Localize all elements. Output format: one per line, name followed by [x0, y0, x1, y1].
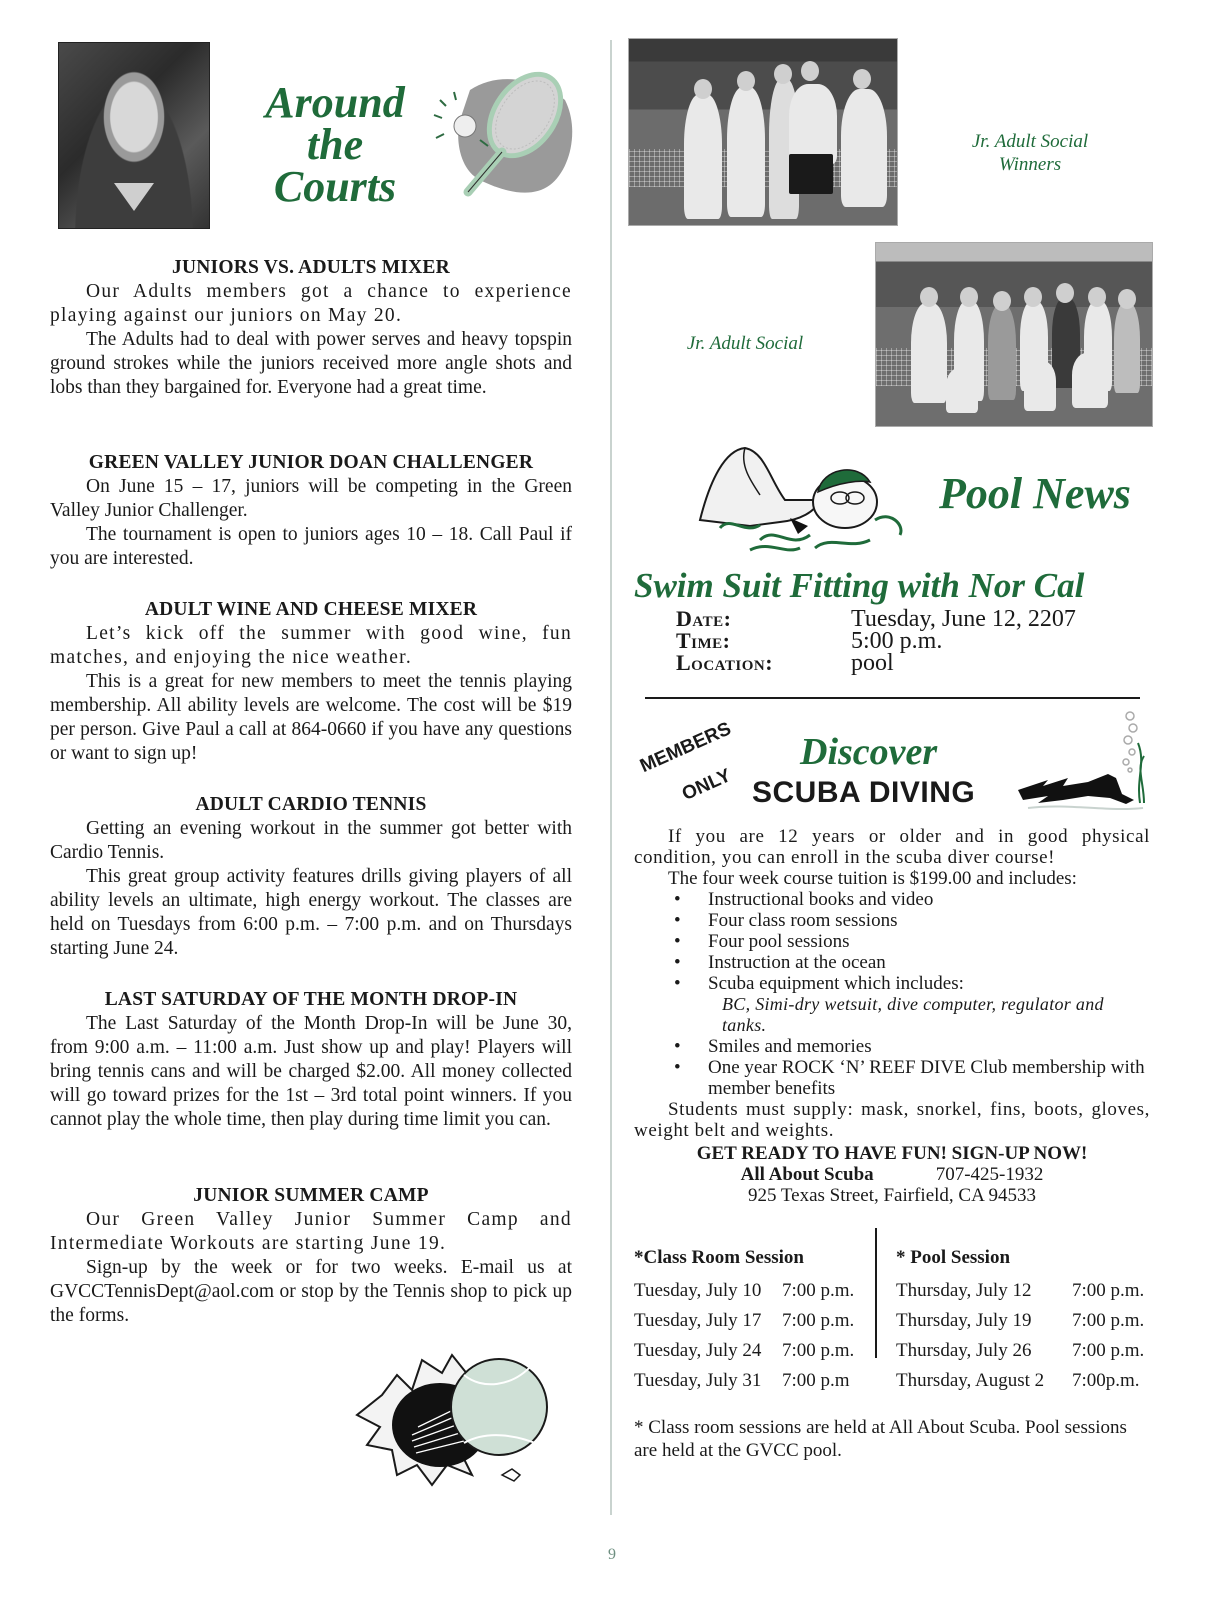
swimmer-icon [690, 440, 920, 560]
list-item [634, 910, 1150, 931]
session-date: Tuesday, July 17 [634, 1310, 762, 1331]
person [841, 89, 887, 207]
article-cardio-tennis [50, 793, 572, 961]
caption-line: Jr. Adult Social [686, 333, 804, 354]
detail-row-time [676, 630, 1146, 652]
person-head [993, 291, 1011, 311]
session-date: Thursday, August 2 [896, 1370, 1045, 1391]
section-title-around-the-courts [240, 78, 430, 211]
session-date: Thursday, July 26 [896, 1340, 1032, 1361]
list-item-text: Instructional books and video [708, 889, 934, 910]
article-doan-challenger [50, 451, 572, 571]
caption-line: Winners [998, 154, 1062, 175]
discover-title: Discover [800, 731, 938, 773]
session-date: Tuesday, July 10 [634, 1280, 762, 1301]
tennis-racket-icon [430, 60, 580, 210]
contact-name: All About Scuba [740, 1164, 874, 1185]
bullet-icon: • [674, 1036, 681, 1057]
person-head [1088, 287, 1106, 307]
person-head [774, 64, 792, 84]
bullet-icon: • [674, 952, 681, 973]
scuba-tuition: The four week course tuition is $199.00 and includes: [668, 868, 1077, 889]
article-paragraph: On June 15 – 17, juniors will be competing in the Green Valley Junior Challenger. [50, 476, 572, 521]
list-item [634, 973, 1150, 1036]
session-time: 7:00 p.m [782, 1370, 850, 1391]
session-date: Tuesday, July 24 [634, 1340, 762, 1361]
list-item [634, 1036, 1150, 1057]
list-item [634, 889, 1150, 910]
schedule-row [896, 1306, 1154, 1336]
title-line: Around [265, 78, 405, 127]
article-saturday-drop-in [50, 988, 572, 1132]
person [727, 87, 765, 217]
bullet-icon: • [674, 973, 681, 994]
person-kneeling [1072, 353, 1108, 408]
article-paragraph: Getting an evening workout in the summer got better with Cardio Tennis. [50, 818, 572, 863]
scuba-diver-icon [1018, 708, 1148, 810]
list-item [634, 952, 1150, 973]
title-line: Courts [273, 162, 397, 211]
signup-call-to-action: GET READY TO HAVE FUN! SIGN-UP NOW! [696, 1143, 1088, 1164]
session-time: 7:00p.m. [1072, 1370, 1140, 1391]
detail-value: 5:00 p.m. [851, 628, 943, 654]
article-paragraph: This is a great for new members to meet the tennis playing membership. All ability levels are welcome. The cost will be $19 per person. Give Paul a call at 864-0660 if you have any questions or want to sign up! [50, 671, 572, 764]
column-divider [610, 40, 612, 1515]
person-kneeling [946, 368, 978, 413]
photo-caption [660, 332, 830, 355]
session-time: 7:00 p.m. [782, 1340, 855, 1361]
article-junior-summer-camp [50, 1184, 572, 1328]
person [911, 303, 947, 403]
session-date: Thursday, July 12 [896, 1280, 1032, 1301]
event-details [676, 608, 1146, 674]
article-paragraph: The tournament is open to juniors ages 10 – 18. Call Paul if you are interested. [50, 524, 572, 569]
members-only-badge [637, 718, 770, 818]
person-head [1024, 287, 1042, 307]
session-time: 7:00 p.m. [1072, 1280, 1145, 1301]
scuba-diving-title: SCUBA DIVING [752, 776, 976, 809]
list-item-subtext: BC, Simi-dry wetsuit, dive computer, regulator and tanks. [722, 994, 1104, 1035]
schedule-row [896, 1276, 1154, 1306]
detail-label: Time: [676, 628, 731, 653]
article-heading: LAST SATURDAY OF THE MONTH DROP-IN [104, 989, 518, 1010]
pool-news-title: Pool News [939, 469, 1131, 518]
list-item-text: Four class room sessions [708, 910, 898, 931]
page-number: 9 [608, 1546, 616, 1563]
photo-jr-adult-social-winners [628, 38, 898, 226]
schedule-row [634, 1306, 896, 1336]
schedule-row [634, 1276, 896, 1306]
person [988, 305, 1016, 400]
article-paragraph: This great group activity features drills giving players of all ability levels an ultimate, high energy workout. The classes are held on Tuesdays from 6:00 p.m. – 7:00 p.m. and on Thursdays starting June 24. [50, 866, 572, 959]
list-item-text: Scuba equipment which includes: [708, 973, 964, 994]
person-kneeling [1024, 361, 1056, 411]
article-paragraph: The Last Saturday of the Month Drop-In will be June 30, from 9:00 a.m. – 11:00 a.m. Just show up and play! Players will bring tennis cans and will be charged $2.00. All money collected will go toward prizes for the 1st – 3rd total point winners. If you cannot play the whole time, then play during time limit you can. [50, 1013, 572, 1130]
badge-line: ONLY [679, 765, 735, 806]
schedule-heading: *Class Room Session [634, 1247, 804, 1268]
session-date: Thursday, July 19 [896, 1310, 1032, 1331]
contact-address: 925 Texas Street, Fairfield, CA 94533 [747, 1185, 1037, 1206]
badge-line: MEMBERS [637, 718, 735, 778]
session-time: 7:00 p.m. [1072, 1310, 1145, 1331]
bullet-icon: • [674, 1057, 681, 1078]
session-date: Tuesday, July 31 [634, 1370, 762, 1391]
person-head [694, 79, 712, 99]
detail-row-location [676, 652, 1146, 674]
article-heading: GREEN VALLEY JUNIOR DOAN CHALLENGER [88, 452, 534, 473]
tennis-ball-burst-icon [352, 1335, 552, 1495]
article-paragraph: Sign-up by the week or for two weeks. E-mail us at GVCCTennisDept@aol.com or stop by the Tennis shop to pick up the forms. [50, 1257, 572, 1326]
scuba-supply: Students must supply: mask, snorkel, fins, boots, gloves, weight belt and weights. [634, 1099, 1150, 1141]
event-title: Swim Suit Fitting with Nor Cal [634, 566, 1085, 605]
caption-line: Jr. Adult Social [971, 131, 1089, 152]
person-shorts [789, 154, 833, 194]
person-head [960, 287, 978, 307]
contact-line [634, 1164, 1150, 1185]
person-head [801, 61, 819, 81]
detail-value: pool [851, 650, 894, 676]
schedule-row [634, 1366, 896, 1396]
article-heading: JUNIORS VS. ADULTS MIXER [172, 257, 450, 278]
schedule-footnote: * Class room sessions are held at All About Scuba. Pool sessions are held at the GVCC pool. [634, 1417, 1127, 1461]
list-item-text: Instruction at the ocean [708, 952, 886, 973]
session-time: 7:00 p.m. [782, 1280, 855, 1301]
person [789, 84, 837, 164]
list-item [634, 1057, 1150, 1099]
article-heading: JUNIOR SUMMER CAMP [193, 1185, 429, 1206]
bullet-icon: • [674, 889, 681, 910]
schedule-row [896, 1336, 1154, 1366]
contact-phone: 707-425-1932 [935, 1164, 1044, 1185]
article-paragraph: Our Green Valley Junior Summer Camp and Intermediate Workouts are starting June 19. [50, 1209, 572, 1254]
person-head [853, 69, 871, 89]
article-paragraph: Let’s kick off the summer with good wine, fun matches, and enjoying the nice weather. [50, 623, 572, 668]
scuba-article [634, 826, 1150, 1206]
list-item [634, 931, 1150, 952]
list-item-text: Four pool sessions [708, 931, 850, 952]
article-wine-and-cheese [50, 598, 572, 766]
portrait-photo [58, 42, 210, 229]
session-time: 7:00 p.m. [782, 1310, 855, 1331]
section-divider [645, 697, 1140, 699]
bullet-icon: • [674, 931, 681, 952]
bullet-icon: • [674, 910, 681, 931]
article-paragraph: The Adults had to deal with power serves and heavy topspin ground strokes while the juniors received more angle shots and lobs than they bargained for. Everyone had a great time. [50, 329, 572, 398]
detail-label: Date: [676, 606, 732, 631]
list-item-text: One year ROCK ‘N’ REEF DIVE Club membership with member benefits [708, 1057, 1145, 1099]
list-item-text: Smiles and memories [708, 1036, 872, 1057]
title-line: the [306, 120, 364, 169]
detail-label: Location: [676, 650, 774, 675]
scuba-intro: If you are 12 years or older and in good physical condition, you can enroll in the scuba diver course! [634, 826, 1150, 868]
schedule-heading: * Pool Session [896, 1247, 1011, 1268]
person [684, 94, 722, 219]
detail-row-date [676, 608, 1146, 630]
article-heading: ADULT WINE AND CHEESE MIXER [144, 599, 478, 620]
schedule-row [896, 1366, 1154, 1396]
person-head [737, 71, 755, 91]
pool-schedule [896, 1246, 1154, 1396]
session-time: 7:00 p.m. [1072, 1340, 1145, 1361]
detail-value: Tuesday, June 12, 2207 [851, 606, 1076, 632]
session-schedule [634, 1246, 1154, 1396]
includes-list [634, 889, 1150, 1099]
article-juniors-vs-adults [50, 256, 572, 400]
article-paragraph: Our Adults members got a chance to experience playing against our juniors on May 20. [50, 281, 572, 326]
person-head [920, 287, 938, 307]
class-room-schedule [634, 1246, 896, 1396]
photo-jr-adult-social [875, 242, 1153, 427]
person [1114, 303, 1140, 393]
schedule-row [634, 1336, 896, 1366]
article-heading: ADULT CARDIO TENNIS [195, 794, 427, 815]
sweater-collar [114, 183, 154, 211]
photo-caption [950, 130, 1110, 176]
person-head [1118, 289, 1136, 309]
person-head [1056, 283, 1074, 303]
